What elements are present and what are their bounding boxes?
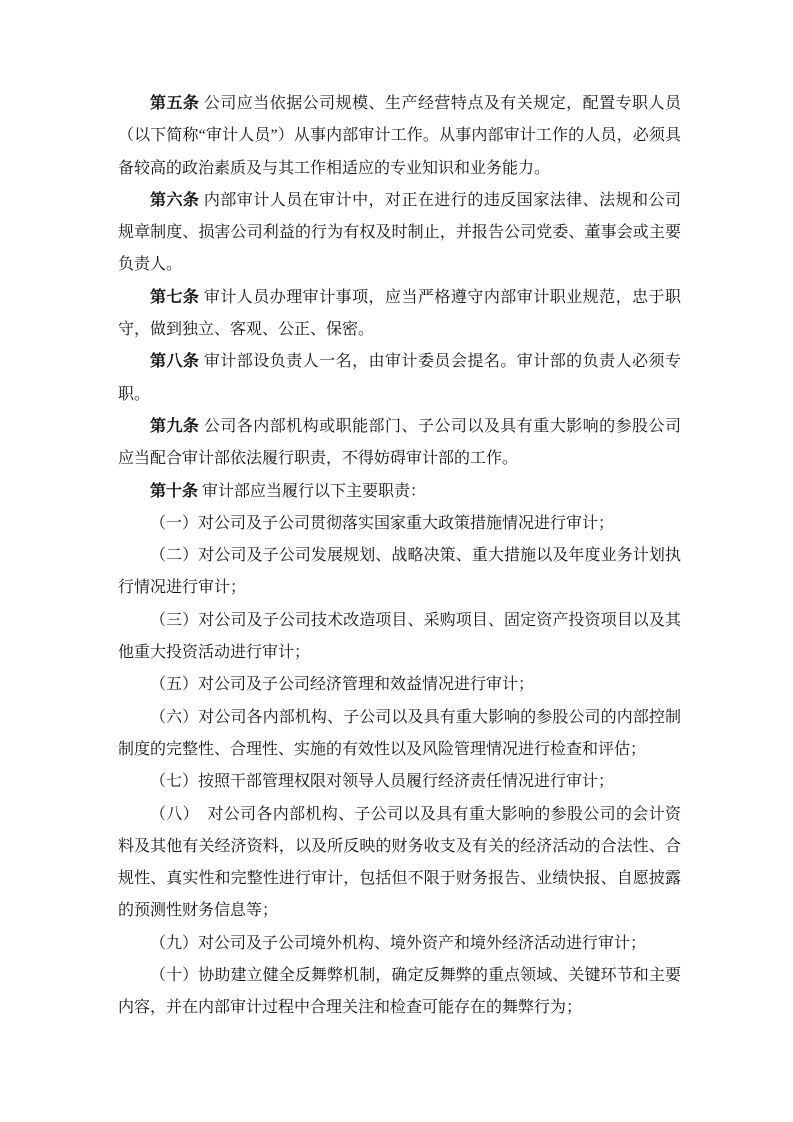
document-body [118, 88, 681, 1025]
duty-item-3 [118, 605, 681, 670]
paragraph-article-5 [118, 88, 681, 185]
duty-text: （十）协助建立健全反舞弊机制，确定反舞弊的重点领域、关键环节和主要内容，并在内部审计过程中合理关注和检查可能存在的舞弊行为； [118, 967, 681, 1017]
article-number: 第六条 [150, 191, 200, 209]
article-number: 第七条 [150, 288, 200, 306]
article-text: 审计部设负责人一名，由审计委员会提名。审计部的负责人必须专职。 [118, 353, 681, 403]
paragraph-article-9 [118, 411, 681, 476]
duty-text: （二）对公司及子公司发展规划、战略决策、重大措施以及年度业务计划执行情况进行审计； [118, 547, 681, 597]
duty-text: （一）对公司及子公司贯彻落实国家重大政策措施情况进行审计； [150, 514, 615, 532]
article-text: 审计部应当履行以下主要职责： [198, 482, 427, 500]
duty-text: （五）对公司及子公司经济管理和效益情况进行审计； [150, 676, 535, 694]
article-text: 公司应当依据公司规模、生产经营特点及有关规定，配置专职人员（以下简称“审计人员”）从事内部审计工作。从事内部审计工作的人员，必须具备较高的政治素质及与其工作相适应的专业知识和业务能力。 [118, 95, 681, 177]
duty-item-6 [118, 702, 681, 767]
duty-text: （九）对公司及子公司境外机构、境外资产和境外经济活动进行审计； [150, 934, 647, 952]
duty-item-7 [118, 766, 681, 798]
article-number: 第八条 [150, 353, 200, 371]
duty-text: （六）对公司各内部机构、子公司以及具有重大影响的参股公司的内部控制制度的完整性、合理性、实施的有效性以及风险管理情况进行检查和评估； [118, 708, 681, 758]
paragraph-article-7 [118, 282, 681, 347]
paragraph-article-10 [118, 476, 681, 508]
duty-item-5 [118, 669, 681, 701]
duty-text: （七）按照干部管理权限对领导人员履行经济责任情况进行审计； [150, 773, 615, 791]
duty-item-8 [118, 799, 681, 928]
article-text: 公司各内部机构或职能部门、子公司以及具有重大影响的参股公司应当配合审计部依法履行职责，不得妨碍审计部的工作。 [118, 417, 681, 468]
article-number: 第十条 [150, 482, 199, 500]
paragraph-article-8 [118, 346, 681, 411]
duty-item-2 [118, 540, 681, 605]
duty-text: （八） 对公司各内部机构、子公司以及具有重大影响的参股公司的会计资料及其他有关经济资料，以及所反映的财务收支及有关的经济活动的合法性、合规性、真实性和完整性进行审计，包括但不限于财务报告、业绩快报、自愿披露的预测性财务信息等； [118, 805, 681, 920]
article-text: 内部审计人员在审计中，对正在进行的违反国家法律、法规和公司规章制度、损害公司利益的行为有权及时制止，并报告公司党委、董事会或主要负责人。 [118, 191, 681, 274]
paragraph-article-6 [118, 185, 681, 282]
duty-item-1 [118, 508, 681, 540]
article-number: 第五条 [150, 95, 200, 112]
duty-text: （三）对公司及子公司技术改造项目、采购项目、固定资产投资项目以及其他重大投资活动进行审计； [118, 611, 681, 662]
article-text: 审计人员办理审计事项，应当严格遵守内部审计职业规范，忠于职守，做到独立、客观、公正、保密。 [118, 288, 681, 339]
article-number: 第九条 [150, 417, 200, 435]
duty-item-9 [118, 928, 681, 960]
duty-item-10 [118, 960, 681, 1025]
